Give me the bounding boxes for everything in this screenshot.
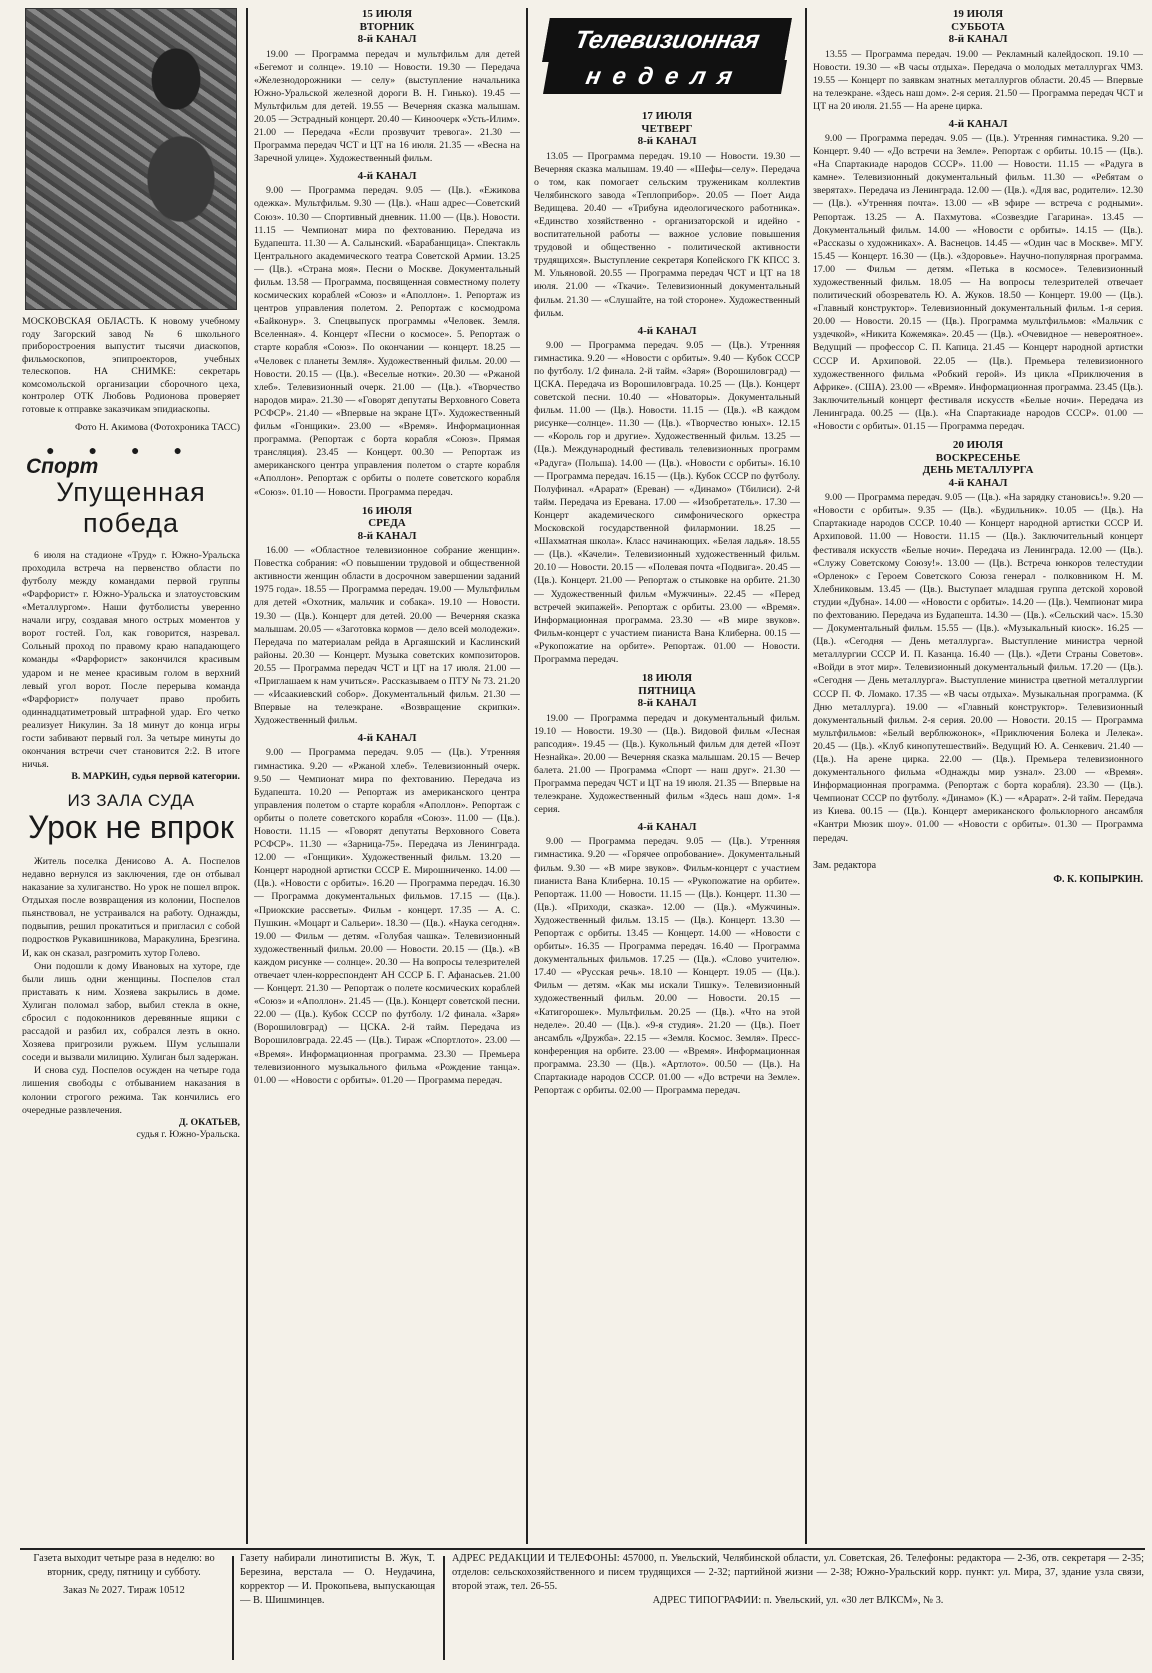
footer-address: [452, 1552, 1144, 1664]
day-heading: 18 ИЮЛЯ ПЯТНИЦА 8-й КАНАЛ: [637, 672, 697, 710]
sport-article-title: Упущенная победа: [56, 476, 206, 538]
column-rule: [246, 8, 248, 1544]
court-article-paragraph: Житель поселка Денисово А. А. Поспелов недавно вернулся из заключения, где он отбывал наказание за хулиганство. Но урок не пошел впрок. Отдыхая после возвращения из колонии, Поспелов пьянствовал, не устраивался на работу. Однажды, подвыпив, решил прокатиться и пригласил с собой подростков Рукавишникова, Маракулина, Брезгина. И, как он сказал, разгромить хутор Голево.: [22, 855, 240, 959]
court-article-signature-title: судья г. Южно-Уральска.: [136, 1129, 240, 1141]
channel-heading: 4-й КАНАЛ: [357, 170, 417, 183]
photo-credit: Фото Н. Акимова (Фотохроника ТАСС): [74, 422, 240, 433]
logo-line-2: неделя: [543, 60, 787, 94]
typesetters-credits: Газету набирали линотиписты В. Жук, Т. Березина, верстала — О. Неудачина, корректор — И. Прокопьева, выпускающая — В. Шишминцев.: [240, 1553, 435, 1606]
left-column: [22, 8, 240, 1142]
court-rubric: ИЗ ЗАЛА СУДА: [67, 790, 195, 810]
tv-schedule: 9.00 — Программа передач. 9.05 — (Цв.). Утренняя гимнастика. 9.20 — «Горячее опробование». Документальный фильм. 9.30 — «В мире звуков». Фильм-концерт с участием пианиста Вана Клиберна. 10.15 — «Рукопожатие на орбите». Репортаж. 11.00 — Новости. 11.15 — (Цв.). Концерт. 11.30 — (Цв.). «Приходи, сказка». 12.00 — (Цв.). «Мужчины». Художественный фильм. 13.15 — (Цв.). Концерт. 13.30 — Репортаж с орбиты. 13.45 — Концерт. 14.00 — «Новости с орбиты». 16.35 — Программа передач. 16.40 — Программа документальных фильмов. 17.25 — (Цв.). «Слово учителю». 17.40 — «Русская речь». 18.10 — Концерт. 19.05 — (Цв.). Фильм — детям. «Как мы искали Тишку». Телевизионный художественный фильм. 20.00 — Новости. 20.15 — «Катигорошек». Мультфильм. 20.25 — (Цв.). «Что на этой неделе». 20.40 — (Цв.). «9-я студия». 21.20 — (Цв.). Поет ансамбль «Дружба». 22.15 — «Земля. Космос. Земля». Пресс-конференция на орбите. 23.00 — «Время». Информационная программа. 23.30 — (Цв.). «Артлото». 00.50 — (Цв.). На Спартакиаде народов СССР. 01.00 — «До встречи на Земле». Репортаж с орбиты. 02.00 — Программа передач.: [534, 836, 800, 1097]
editor-name: Ф. К. КОПЫРКИН.: [1053, 873, 1143, 885]
tv-schedule: 19.00 — Программа передач и документальный фильм. 19.10 — Новости. 19.30 — (Цв.). Видовой фильм «Лесная рапсодия». 19.45 — (Цв.). Кукольный фильм для детей «Поэт Незнайка». 20.00 — Вечерняя сказка малышам. 20.15 — Вечер балета. 21.00 — Программа «Спорт — наш друг». 21.30 — Программа передач ЧСТ и ЦТ на 19 июля. 21.35 — Впервые на телеэкране. Художественный фильм «Здесь наш дом». 1-я серия.: [534, 712, 800, 816]
printing-address: АДРЕС ТИПОГРАФИИ: п. Увельский, ул. «30 лет ВЛКСМ», № 3.: [652, 1595, 944, 1606]
sport-article-text: 6 июля на стадионе «Труд» г. Южно-Уральска проходила встреча на первенство области по футболу между командами первой группы «Фарфорист» г. Южно-Уральска и златоустовским «Металлургом». Наши футболисты уверенно начали игру, создавая много острых моментов у ворот гостей. Гол, как говорится, назревал. Сольный проход по правому краю нападающего команды «Фарфорист» закончился красивым ударом и не менее красивым голом в верхний левый угол ворот. После перерыва команда «Фарфорист» получает право пробить одиннадцатиметровый штрафной удар. Его четко реализует Никулин. За 18 минут до конца игры гости забивают первый гол. За четыре минуты до окончания встречи счет становится 2:2. В итоге ничья.: [22, 549, 240, 771]
footer-typesetters: [240, 1552, 435, 1664]
court-article-title: Урок не впрок: [28, 808, 234, 845]
tv-column-3: [534, 8, 800, 1097]
column-rule: [805, 8, 807, 1544]
court-article-signature: Д. ОКАТЬЕВ,: [178, 1116, 240, 1128]
footer-rule: [232, 1556, 234, 1660]
tv-schedule: 9.00 — Программа передач. 9.05 — (Цв.). «Ежикова одежка». Мультфильм. 9.30 — (Цв.). «Наш адрес—Советский Союз». 10.30 — Спортивный дневник. 11.00 — (Цв.). Новости. 11.15 — Чемпионат мира по фехтованию. Передача из Будапешта. 11.30 — А. Салынский. «Барабанщица». Спектакль Центрального академического театра Советской Армии. 13.25 — (Цв.). «Страна моя». Песни о Москве. Документальный фильм. 13.58 — Программа, посвященная совместному полету космических кораблей «Союз» и «Аполлон». 1. Репортаж из центров управления полетом. 2. Репортаж с космодрома «Байконур». 3. Спецвыпуск программы «Человек. Земля. Вселенная». 4. Концерт «Песни о космосе». 5. Репортаж о старте корабля «Союз». По окончании — концерт. 18.25 — «Человек с планеты Земля». Художественный фильм. 20.00 — Новости. 20.15 — (Цв.). «Веселые нотки». 20.30 — «Ржаной хлеб». Телевизионный очерк. 21.00 — (Цв.). «Творчество народов мира». 21.30 — «Говорят депутаты Верховного Совета РСФСР». 21.40 — «Впервые на экране ЦТ». Художественный фильм «Гонщики». 23.00 — «Время». Информационная программа. (Репортаж с борта корабля «Союз». Прямая трансляция). 23.45 — Концерт. 00.30 — Репортаж из американского центра управления полетом о старте корабля «Аполлон». Репортаж с орбиты о полете советского корабля «Союз». 01.10 — Новости. Программа передач.: [254, 185, 520, 498]
channel-heading: 4-й КАНАЛ: [948, 117, 1008, 130]
day-heading: 20 ИЮЛЯ ВОСКРЕСЕНЬЕ ДЕНЬ МЕТАЛЛУРГА 4-й КАНАЛ: [922, 439, 1034, 489]
tv-schedule: 13.05 — Программа передач. 19.10 — Новости. 19.30 — Вечерняя сказка малышам. 19.40 — «Шефы—селу». Передача о том, как помогает сельским труженикам коллектив Челябинского завода «Теплоприбор». 20.05 — Поет Аида Ведищева. 20.40 — «Трибуна идеологического работника». «Единство хозяйственно - организаторской и идейно - воспитательной работы — важное условие повышения трудовой и общественно - политической активности трудящихся». Выступление секретаря Копейского ГК КПСС З. М. Ульяновой. 20.55 — Программа передач ЧСТ и ЦТ на 18 июля. 21.00 — «Ткачи». Телевизионный документальный фильм. 21.30 — «Слушайте, на той стороне». Художественный фильм.: [534, 150, 800, 319]
tv-schedule: 9.00 — Программа передач. 9.05 — (Цв.). «На зарядку становись!». 9.20 — «Новости с орбиты». 9.35 — (Цв.). «Будильник». 10.05 — (Цв.). На Спартакиаде народов СССР. 10.40 — Концерт народной артистки СССР И. Архиповой. 11.00 — Новости. 11.15 — (Цв.). Заключительный концерт фестиваля искусств «Белые ночи». Передача из Ленинграда. 12.00 — (Цв.). «Служу Советскому Союзу!». 13.00 — (Цв.). Встреча юнкоров телестудии «Орленок» с Героем Советского Союза генерал - полковником Н. М. Хлебниковым. 13.45 — (Цв.). Выступает младшая группа детской хоровой студии «Дубна». 14.00 — «Новости с орбиты». 14.20 — (Цв.). Чемпионат мира по фехтованию. Передача из Будапешта. 14.30 — (Цв.). «Сельский час». 15.30 — Документальный фильм. 15.55 — (Цв.). «Музыкальный киоск». 16.25 — (Цв.). «Сегодня — День металлурга». Выступление министра черной металлургии СССР И. П. Казанца. 16.40 — (Цв.). «Дети Страны Советов». «Войди в этот мир». Телевизионный документальный фильм. 17.20 — (Цв.). «Сегодня — День металлурга». Выступление министра цветной металлургии СССР П. Ф. Ломако. 17.35 — «В часы отдыха». Музыкальная программа. (К Дню металлурга). 19.00 — «Главный конструктор». Телевизионный документальный фильм. 2-я серия. 20.00 — Новости. 20.15 — Программа мультфильмов: «Белый верблюжонок», «Приключения Болека и Лелека». 20.45 — (Цв.). «Клуб кинопутешествий». Ведущий Ю. А. Сенкевич. 21.40 — (Цв.). На арене цирка. 22.00 — (Цв.). Премьера телевизионного документального фильма «Однажды мир узнал». 23.00 — «Время». Информационная программа. (Репортаж с борта корабля). 23.30 — (Цв.). Чемпионат СССР по футболу. «Динамо» (К.) — «Арарат». 2-й тайм. Передача из Киева. 00.15 — (Цв.). Концерт американского фольклорного ансамбля «Кантри Мюзик шоу». 01.00 — «Новости с орбиты». 01.30 — Программа передач.: [813, 492, 1143, 844]
publication-schedule: Газета выходит четыре раза в неделю: во вторник, среду, пятницу и субботу.: [33, 1553, 215, 1578]
section-divider-dots: ●●●●: [46, 443, 216, 459]
day-heading: 19 ИЮЛЯ СУББОТА 8-й КАНАЛ: [948, 8, 1008, 45]
tv-schedule: 9.00 — Программа передач. 9.05 — (Цв.). Утренняя гимнастика. 9.20 — Концерт. 9.40 — «До встречи на Земле». Репортаж с орбиты. 10.15 — (Цв.). «На Спартакиаде народов СССР». 11.00 — Новости. 11.15 — «Радуга в камне». Телевизионный документальный фильм. 11.30 — «Ребятам о зверятах». Передача из Ленинграда. 12.00 — (Цв.). «Для вас, родители». 12.30 — (Цв.). «Утренняя почта». 13.00 — «В эфире — встреча с родными». Репортаж. 13.25 — А. Пахмутова. «Созвездие Гагарина». 13.45 — Документальный фильм. 14.00 — «Новости с орбиты». 14.15 — (Цв.). «Рассказы о художниках». А. Васнецов. 14.45 — «Один час в Москве». МГУ. 15.45 — Концерт. 16.30 — (Цв.). «Здоровье». Научно-популярная программа. 17.00 — Фильм — детям. «Петька в космосе». Телевизионный художественный фильм. 18.05 — На вопросы телезрителей отвечает политический обозреватель Ю. А. Жуков. 18.50 — Концерт. 19.00 — (Цв.). «Главный конструктор». Телевизионный документальный фильм. 1-я серия. 20.00 — Новости. 20.15 — (Цв.). Программа мультфильмов: «Мальчик с уздечкой», «Никита Кожемяка». 20.45 — (Цв.). «Очевидное — невероятное». Ведущий — профессор С. П. Капица. 21.45 — Концерт народной артистки СССР И. Архиповой. 22.05 — (Цв.). Премьера телевизионного художественного фильма «Робкий герой». Из цикла «Приключения в Африке». (США). 23.00 — «Время». Информационная программа. 23.45 (Цв.). Заключительный концерт фестиваля искусств «Белые ночи». Передача из Ленинграда. 00.25 — (Цв.). «На Спартакиаде народов СССР». 01.00 — «Новости с орбиты». 01.15 — Программа передач.: [813, 132, 1143, 433]
court-article-paragraph: И снова суд. Поспелов осужден на четыре года лишения свободы с отбыванием наказания в колонии строгого режима. Так кончились его очередные развлечения.: [22, 1065, 240, 1116]
channel-heading: 4-й КАНАЛ: [357, 732, 417, 745]
footer-rule: [20, 1548, 1145, 1550]
footer-rule: [443, 1556, 445, 1660]
logo-line-1: Телевизионная: [542, 18, 792, 62]
tv-schedule: 16.00 — «Областное телевизионное собрание женщин». Повестка собрания: «О повышении трудовой и общественной активности женщин области в досрочном завершении заданий 1975 года». 18.55 — Программа передач. 19.00 — Мультфильм для детей «Охотник, мальчик и собака». 19.10 — Новости. 19.30 — (Цв.). Концерт для детей. 20.00 — Вечерняя сказка малышам. 20.05 — «Заготовка кормов — дело всей молодежи». Передача по материалам рейда в Аргаяшский и Каслинский районы. 20.30 — Концерт. Музыка советских композиторов. 20.55 — Программа передач ЧСТ и ЦТ на 17 июля. 21.00 — «Приглашаем к нам учиться». Рассказываем о ПТУ № 73. 21.20 — «Исаакиевский собор». Документальный фильм. 21.30 — Впервые на телеэкране. «Возвращение скрипки». Художественный фильм.: [254, 545, 520, 727]
column-rule: [526, 8, 528, 1544]
day-heading: 16 ИЮЛЯ СРЕДА 8-й КАНАЛ: [357, 504, 417, 542]
tv-schedule: 13.55 — Программа передач. 19.00 — Рекламный калейдоскоп. 19.10 — Новости. 19.30 — «В часы отдыха». Передача о молодых металлургах ЧМЗ. 19.55 — Концерт по заявкам знатных металлургов области. 20.45 — Впервые на телеэкране. «Здесь наш дом». 2-я серия. 21.50 — Программа передач ЧСТ и ЦТ на 20 июля. 21.55 — На арене цирка.: [813, 48, 1143, 112]
order-and-circulation: Заказ № 2027. Тираж 10512: [63, 1585, 185, 1596]
tv-week-logo: [546, 18, 796, 98]
day-heading: 15 ИЮЛЯ ВТОРНИК 8-й КАНАЛ: [357, 8, 417, 45]
court-article-paragraph: Они подошли к дому Ивановых на хуторе, где были лишь одни женщины. Поспелов стал приставать к ним. Хозяева закрылись в доме. Хулиган поломал забор, выбил стекла в окне, сбросил с подоконников деревянные ящики с рассадой и разбил их, собрался лезть в окно. Хозяева пригрозили ружьем. Шум услышали соседи и вызвали милицию. Хулиган был задержан.: [22, 960, 240, 1064]
tv-schedule: 19.00 — Программа передач и мультфильм для детей «Бегемот и солнце». 19.10 — Новости. 19.30 — Передача «Железнодорожники — селу» (выступление начальника Южно-Уральской железной дороги В. Н. Гинько). 19.45 — Мультфильм для детей. 19.55 — Вечерняя сказка малышам. 20.05 — Эстрадный концерт. 20.40 — Киноочерк «Усть-Илим». 21.00 — Передача «Если прозвучит тревога». 21.30 — Программа передач ЧСТ и ЦТ на 16 июля. 21.35 — «Весна на Заречной улице». Художественный фильм.: [254, 48, 520, 165]
channel-heading: 4-й КАНАЛ: [637, 324, 697, 337]
day-heading: 17 ИЮЛЯ ЧЕТВЕРГ 8-й КАНАЛ: [637, 110, 697, 147]
tv-schedule: 9.00 — Программа передач. 9.05 — (Цв.). Утренняя гимнастика. 9.20 — «Ржаной хлеб». Телевизионный очерк. 9.50 — Чемпионат мира по фехтованию. Передача из Будапешта. 10.20 — Репортаж из американского центра управления полетом о старте корабля «Аполлон». Репортаж с орбиты о полете советского корабля «Союз». 11.00 — (Цв.). Новости. 11.15 — «Говорят депутаты Верховного Совета РСФСР». 11.30 — «Зарница-75». Передача из Ленинграда. 12.00 — «Гонщики». Художественный фильм. 13.20 — Концерт народной артистки СССР Е. Мирошниченко. 14.00 — (Цв.). «Новости с орбиты». 16.20 — Программа передач. 16.30 — Программа документальных фильмов. 17.15 — (Цв.). «Приокские рассветы». Фильм - концерт. 17.35 — А. С. Пушкин. «Моцарт и Сальери». 18.30 — (Цв.). «Наука сегодня». 19.00 — Фильм — детям. «Голубая чашка». Телевизионный художественный фильм. 20.00 — Новости. 20.15 — (Цв.). «В каждом рисунке — солнце». 20.30 — На вопросы телезрителей отвечает член-корреспондент АН СССР Б. Г. Афанасьев. 21.00 — Концерт. 21.30 — Репортаж о полете космических кораблей «Союз» и «Аполлон». 21.45 — (Цв.). Концерт советской песни. 22.00 — (Цв.). Кубок СССР по футболу. 1/2 финала. «Заря» (Ворошиловград) — ЦСКА. 2-й тайм. Передача из Ворошиловграда. 22.45 — (Цв.). Тираж «Спортлото». 23.00 — «Время». Информационная программа. 23.30 — Премьера телевизионного музыкального фильма «Рождение танца». 01.00 — «Новости с орбиты». 01.20 — Программа передач.: [254, 747, 520, 1086]
news-photo: [25, 8, 237, 310]
photo-caption: МОСКОВСКАЯ ОБЛАСТЬ. К новому учебному году Загорский завод № 6 школьного приборостроения выпустит тысячи диаскопов, фильмоскопов, эпипроекторов, учебных телескопов. НА СНИМКЕ: секретарь комсомольской организации сборочного цеха, контролер ОТК Любовь Родионова проверяет готовые к отправке заказчикам эпидиаскопы.: [22, 316, 240, 415]
channel-heading: 4-й КАНАЛ: [637, 821, 697, 834]
editorial-address: АДРЕС РЕДАКЦИИ И ТЕЛЕФОНЫ: 457000, п. Увельский, Челябинской области, ул. Советская, 26. Телефоны: редактора — 2-36, отв. секретаря — 2-35; отделов: сельскохозяйственного и писем трудящихся — 2-32; партийной жизни — 2-38; Южно-Уральский корр. пункт: ул. Мира, 37, здание узла связи, второй этаж, тел. 26-55.: [452, 1553, 1144, 1592]
tv-column-4: [813, 8, 1143, 887]
tv-column-2: [254, 8, 520, 1087]
sport-rubric: Спорт: [26, 454, 99, 478]
editor-credit: [813, 859, 1143, 887]
editor-label: Зам. редактора: [813, 859, 877, 871]
sport-article-signature: В. МАРКИН, судья первой категории.: [71, 771, 240, 783]
tv-schedule: 9.00 — Программа передач. 9.05 — (Цв.). Утренняя гимнастика. 9.20 — «Новости с орбиты». 9.40 — Кубок СССР по футболу. 1/2 финала. 2-й тайм. «Заря» (Ворошиловград) — ЦСКА. Передача из Ворошиловграда. 10.25 — (Цв.). Концерт советской песни. 10.40 — «Новаторы». Документальный фильм. 11.00 — (Цв.). Новости. 11.15 — (Цв.). «В каждом рисунке—солнце». 11.30 — (Цв.). «Творчество юных». 12.15 — «Король гор и другие». Художественный фильм. 13.25 — (Цв.). Международный фестиваль телевизионных программ «Радуга» (Польша). 14.00 — (Цв.). «Новости с орбиты». 16.10 — Программа передач. 16.15 — (Цв.). Кубок СССР по футболу. Полуфинал. «Арарат» (Ереван) — «Динамо» (Тбилиси). 2-й тайм. Передача из Еревана. 17.00 — «Изобретатель». 17.30 — Концерт академического симфонического оркестра Московской государственной филармонии. 18.25 — «Шахматная школа». Класс начинающих. «Белая ладья». 18.55 — (Цв.). «Качели». Телевизионный художественный фильм. 20.10 — Новости. 20.15 — «Полевая почта «Подвига». 20.45 — (Цв.). Концерт. 21.00 — Репортаж о стыковке на орбите. 21.30 — Художественный фильм «Мужчины». 22.45 — «Перед встречей экипажей». Репортаж с орбиты. 23.00 — «Время». Информационная программа. 23.30 — «В мире звуков». Фильм-концерт с участием пианиста Вана Клиберна. 00.15 — «Рукопожатие на орбите». Репортаж. 01.00 — Новости. Программа передач.: [534, 339, 800, 665]
footer-publication-info: [24, 1552, 224, 1664]
